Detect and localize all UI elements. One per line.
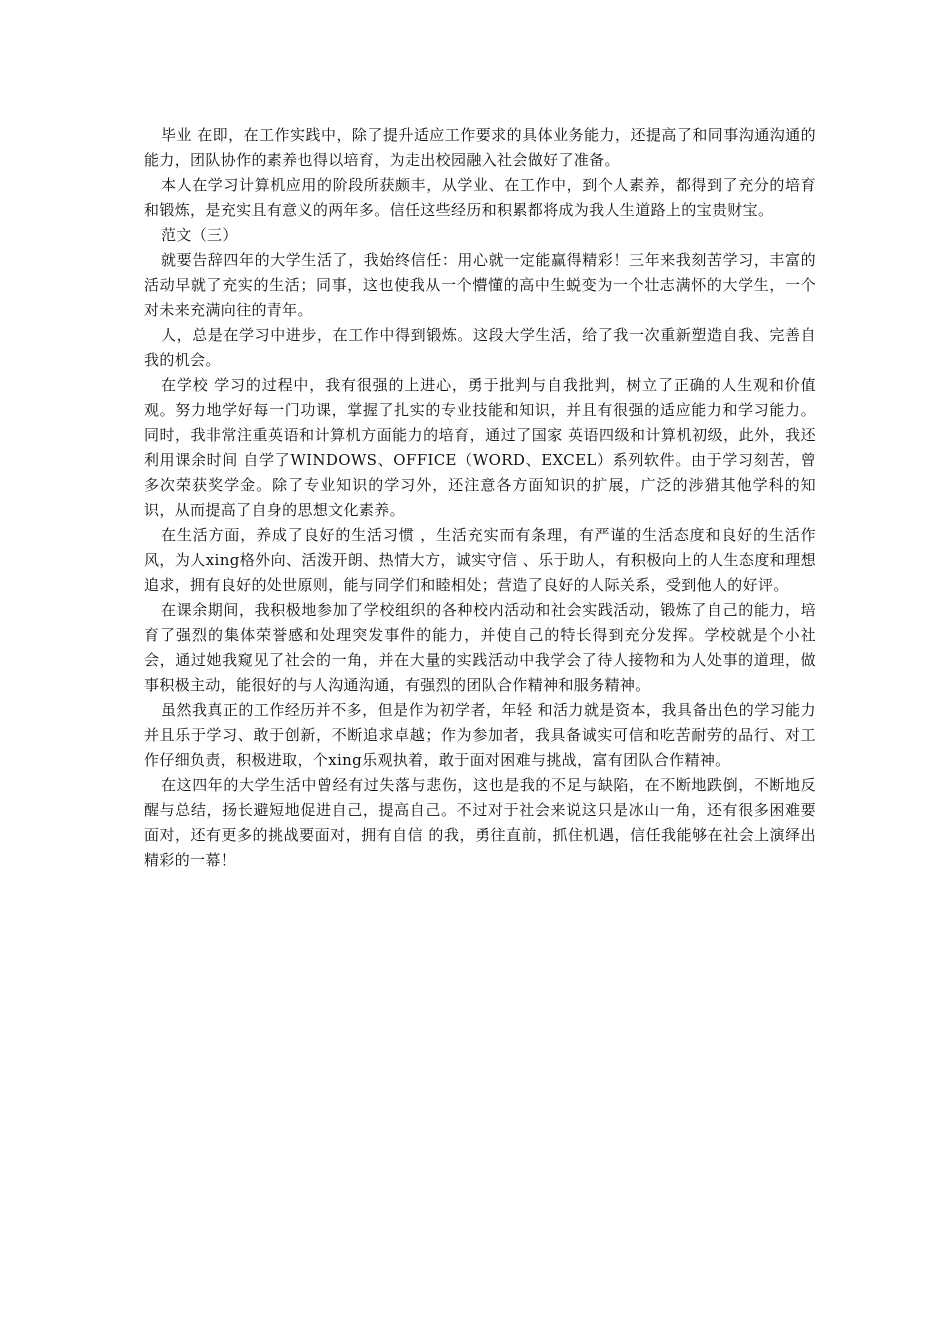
paragraph-computer-study: 本人在学习计算机应用的阶段所获颇丰，从学业、在工作中，到个人素养，都得到了充分的培育和锻炼，是充实且有意义的两年多。信任这些经历和积累都将成为我人生道路上的宝贵财宝。 [144,176,816,219]
section-heading-sample-three: 范文（三） [161,226,238,244]
document-body [144,123,816,873]
paragraph-activities: 在课余期间，我积极地参加了学校组织的各种校内活动和社会实践活动，锻炼了自己的能力，培育了强烈的集体荣誉感和处理突发事件的能力，并使自己的特长得到充分发挥。学校就是个小社会，通过她我窥见了社会的一角，并在大量的实践活动中我学会了待人接物和为人处事的道理，做事积极主动，能很好的与人沟通沟通，有强烈的团队合作精神和服务精神。 [144,601,816,694]
paragraph-conclusion: 在这四年的大学生活中曾经有过失落与悲伤，这也是我的不足与缺陷，在不断地跌倒，不断地反醒与总结，扬长避短地促进自己，提高自己。不过对于社会来说这只是冰山一角，还有很多困难要面对，还有更多的挑战要面对，拥有自信 的我，勇往直前，抓住机遇，信任我能够在社会上演绎出精彩的一幕！ [144,776,816,869]
paragraph-progress: 人，总是在学习中进步，在工作中得到锻炼。这段大学生活，给了我一次重新塑造自我、完善自我的机会。 [144,326,816,369]
paragraph-graduation: 毕业 在即，在工作实践中，除了提升适应工作要求的具体业务能力，还提高了和同事沟通沟通的能力，团队协作的素养也得以培育，为走出校园融入社会做好了准备。 [144,126,816,169]
paragraph-work-ability: 虽然我真正的工作经历并不多，但是作为初学者，年轻 和活力就是资本，我具备出色的学习能力并且乐于学习、敢于创新，不断追求卓越；作为参加者，我具备诚实可信和吃苦耐劳的品行、对工作仔细负责，积极进取，个xing乐观执着，敢于面对困难与挑战，富有团队合作精神。 [144,701,816,769]
paragraph-life: 在生活方面，养成了良好的生活习惯 ，生活充实而有条理，有严谨的生活态度和良好的生活作风，为人xing格外向、活泼开朗、热情大方，诚实守信 、乐于助人，有积极向上的人生态度和理想追求，拥有良好的处世原则，能与同学们和睦相处；营造了良好的人际关系，受到他人的好评。 [144,526,816,594]
paragraph-farewell: 就要告辞四年的大学生活了，我始终信任：用心就一定能赢得精彩！三年来我刻苦学习，丰富的活动早就了充实的生活；同事，这也使我从一个懵懂的高中生蜕变为一个壮志满怀的大学生，一个对未来充满向往的青年。 [144,251,816,319]
paragraph-study: 在学校 学习的过程中，我有很强的上进心，勇于批判与自我批判，树立了正确的人生观和价值观。努力地学好每一门功课，掌握了扎实的专业技能和知识，并且有很强的适应能力和学习能力。同时，我非常注重英语和计算机方面能力的培育，通过了国家 英语四级和计算机初级，此外，我还利用课余时间 自学了WINDOWS、OFFICE（WORD、EXCEL）系列软件。由于学习刻苦，曾多次荣获奖学金。除了专业知识的学习外，还注意各方面知识的扩展，广泛的涉猎其他学科的知识，从而提高了自身的思想文化素养。 [144,376,816,519]
